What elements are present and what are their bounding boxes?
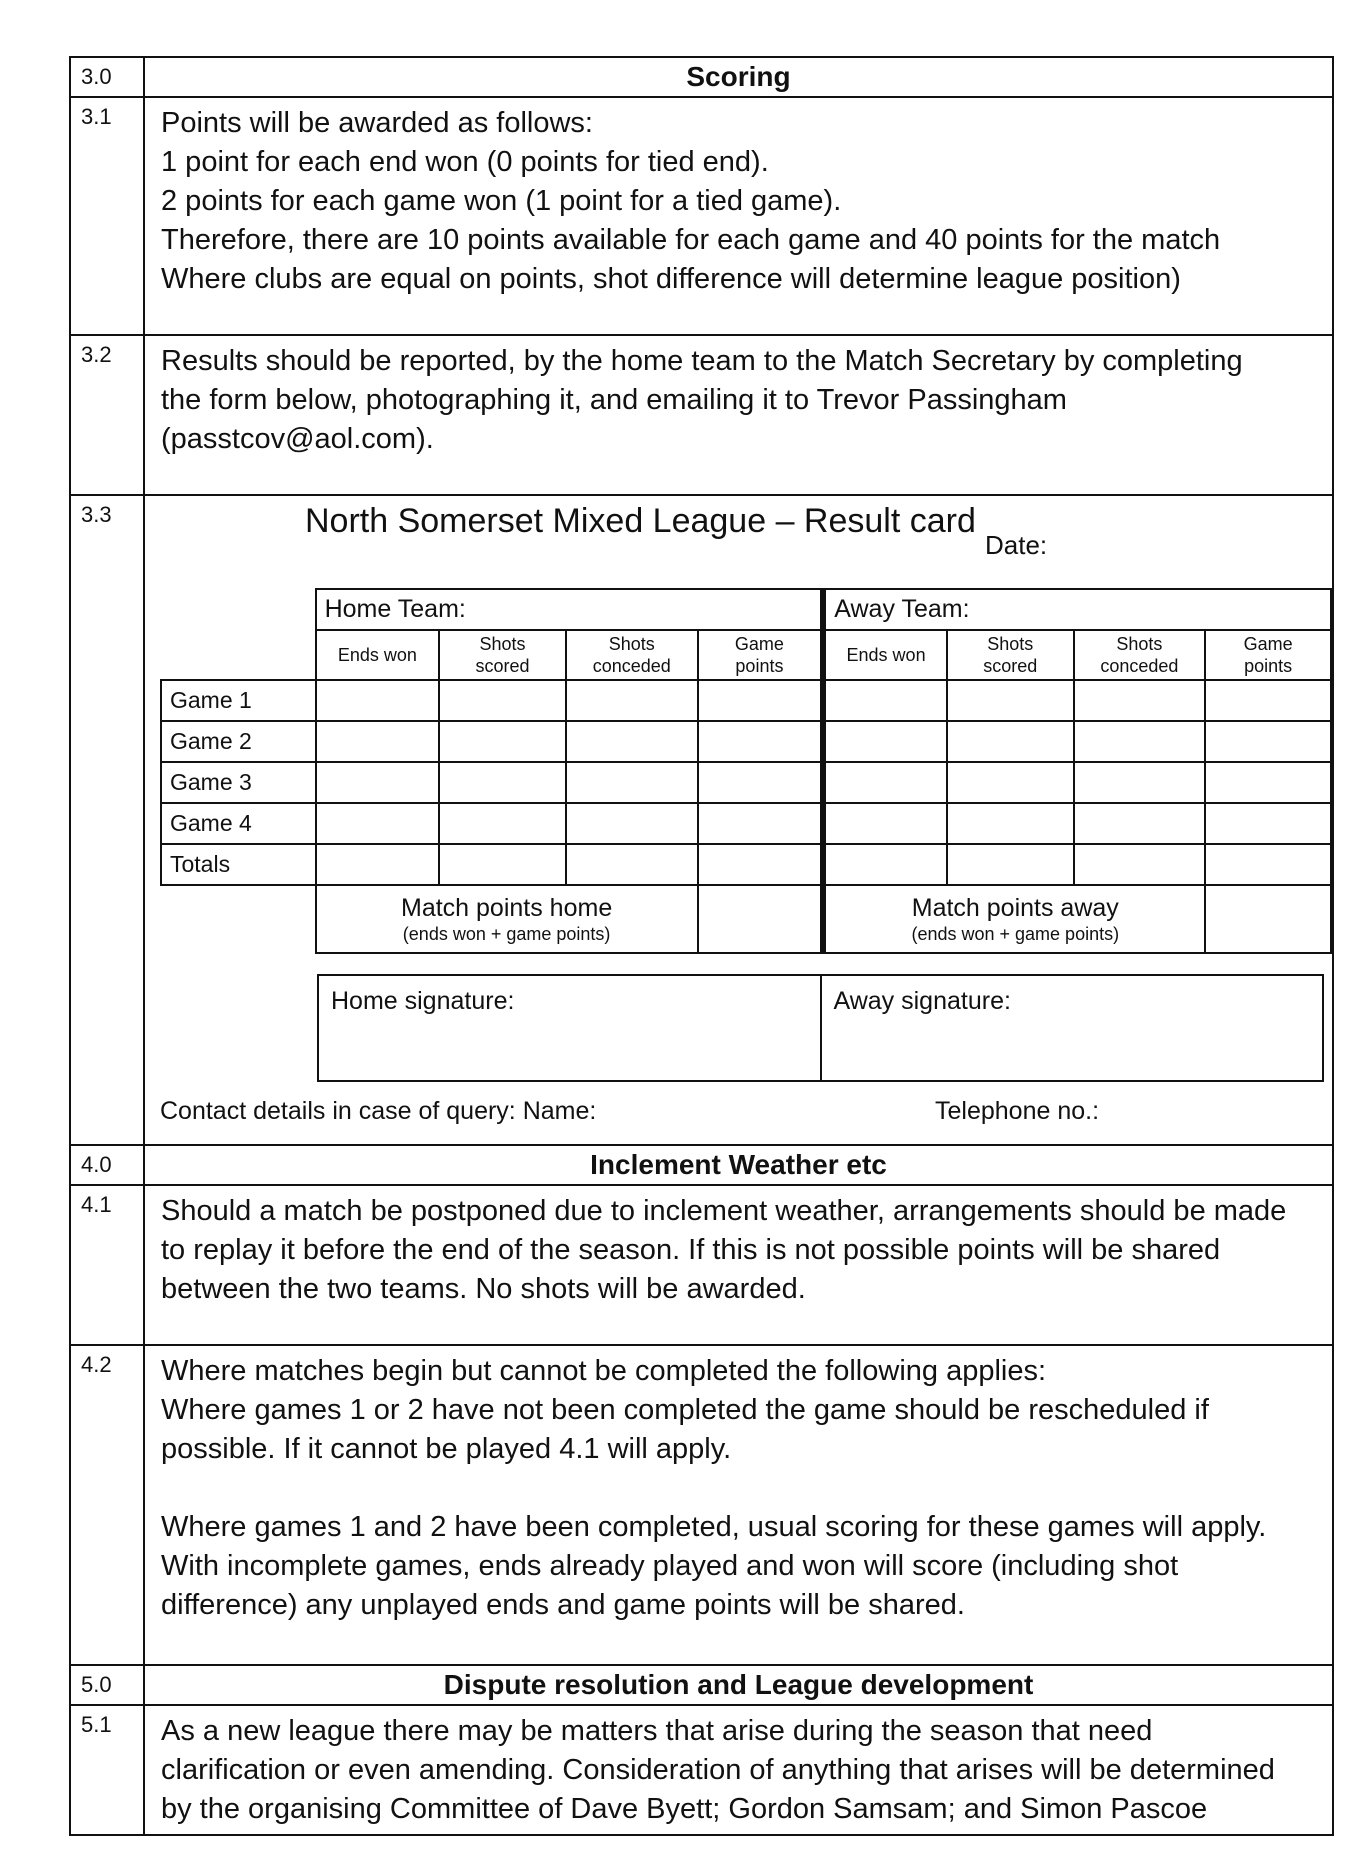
- text-line: Points will be awarded as follows:: [161, 107, 593, 139]
- rules-document: [69, 56, 1334, 1836]
- text-line: the form below, photographing it, and emailing it to Trevor Passingham: [161, 384, 1067, 416]
- item-4-1: [71, 1184, 1332, 1344]
- row-label: Game 1: [161, 680, 316, 721]
- text-line: clarification or even amending. Consideration of anything that arises will be determined: [161, 1754, 1275, 1786]
- item-number: 3.3: [71, 496, 145, 1144]
- text-line: 2 points for each game won (1 point for a tied game).: [161, 185, 842, 217]
- text-line: 1 point for each end won (0 points for tied end).: [161, 146, 769, 178]
- col-header: Shots scored: [439, 630, 566, 680]
- home-signature-box: Home signature:: [331, 987, 515, 1015]
- item-text: [145, 1706, 1332, 1834]
- item-number: 3.1: [71, 98, 145, 334]
- table-row: [161, 762, 1331, 803]
- section-heading: Dispute resolution and League development: [443, 1669, 1034, 1700]
- section-4-heading-row: [71, 1144, 1332, 1184]
- section-number: 4.0: [71, 1146, 145, 1184]
- text-line: Results should be reported, by the home team to the Match Secretary by completing: [161, 345, 1243, 377]
- text-line: Where games 1 and 2 have been completed, usual scoring for these games will apply.: [161, 1511, 1267, 1543]
- text-line: difference) any unplayed ends and game points will be shared.: [161, 1589, 965, 1621]
- row-label: Game 3: [161, 762, 316, 803]
- section-number: 5.0: [71, 1666, 145, 1704]
- item-3-1: [71, 96, 1332, 334]
- section-5-heading-row: [71, 1664, 1332, 1704]
- col-header: Shots scored: [947, 630, 1074, 680]
- text-line: by the organising Committee of Dave Byett; Gordon Samsam; and Simon Pascoe: [161, 1793, 1208, 1825]
- match-points-home: Match points home (ends won + game points): [316, 885, 698, 953]
- col-header: Game points: [698, 630, 824, 680]
- date-label: Date:: [985, 530, 1048, 560]
- col-header: Ends won: [823, 630, 947, 680]
- item-3-2: [71, 334, 1332, 494]
- contact-details: Contact details in case of query: Name: Telephone no.:: [160, 1092, 596, 1131]
- text-line: Where games 1 or 2 have not been completed the game should be rescheduled if: [161, 1394, 1209, 1426]
- row-label: Totals: [161, 844, 316, 885]
- telephone-label: Telephone no.:: [935, 1097, 1100, 1125]
- signature-boxes: [317, 974, 1324, 1082]
- table-row: [161, 844, 1331, 885]
- col-header: Game points: [1205, 630, 1331, 680]
- result-table: [160, 588, 1332, 954]
- item-text: [145, 1186, 1332, 1344]
- table-row: [161, 721, 1331, 762]
- table-row: [161, 803, 1331, 844]
- item-number: 3.2: [71, 336, 145, 494]
- item-number: 5.1: [71, 1706, 145, 1834]
- text-line: Therefore, there are 10 points available for each game and 40 points for the match: [161, 224, 1221, 256]
- col-header: Shots conceded: [566, 630, 698, 680]
- section-number: 3.0: [71, 58, 145, 96]
- text-line: possible. If it cannot be played 4.1 will apply.: [161, 1433, 732, 1465]
- text-line: (passtcov@aol.com).: [161, 423, 434, 455]
- match-points-home-value: [698, 885, 824, 953]
- table-row: [161, 680, 1331, 721]
- section-heading: Scoring: [686, 61, 791, 92]
- text-line: between the two teams. No shots will be awarded.: [161, 1273, 806, 1305]
- result-card: [145, 496, 1332, 1144]
- text-line: Where matches begin but cannot be completed the following applies:: [161, 1355, 1047, 1387]
- col-header: Ends won: [316, 630, 440, 680]
- away-signature-box: Away signature:: [820, 976, 1323, 1080]
- item-4-2: [71, 1344, 1332, 1664]
- text-line: With incomplete games, ends already played and won will score (including shot: [161, 1550, 1179, 1582]
- item-number: 4.1: [71, 1186, 145, 1344]
- away-team-label: Away Team:: [823, 589, 1331, 630]
- section-3-heading-row: [71, 58, 1332, 96]
- row-label: Game 2: [161, 721, 316, 762]
- text-line: to replay it before the end of the season. If this is not possible points will be shared: [161, 1234, 1221, 1266]
- match-points-away: Match points away (ends won + game points): [823, 885, 1205, 953]
- item-text: [145, 1346, 1332, 1664]
- item-text: [145, 98, 1332, 334]
- home-team-label: Home Team:: [316, 589, 824, 630]
- text-line: Should a match be postponed due to inclement weather, arrangements should be made: [161, 1195, 1287, 1227]
- item-text: [145, 336, 1332, 494]
- text-line: As a new league there may be matters that arise during the season that need: [161, 1715, 1153, 1747]
- col-header: Shots conceded: [1074, 630, 1206, 680]
- item-3-3: [71, 494, 1332, 1144]
- match-points-away-value: [1205, 885, 1331, 953]
- result-card-title: North Somerset Mixed League – Result card: [305, 502, 976, 540]
- item-5-1: [71, 1704, 1332, 1834]
- section-heading: Inclement Weather etc: [590, 1149, 887, 1180]
- text-line: Where clubs are equal on points, shot difference will determine league position): [161, 263, 1181, 295]
- item-number: 4.2: [71, 1346, 145, 1664]
- row-label: Game 4: [161, 803, 316, 844]
